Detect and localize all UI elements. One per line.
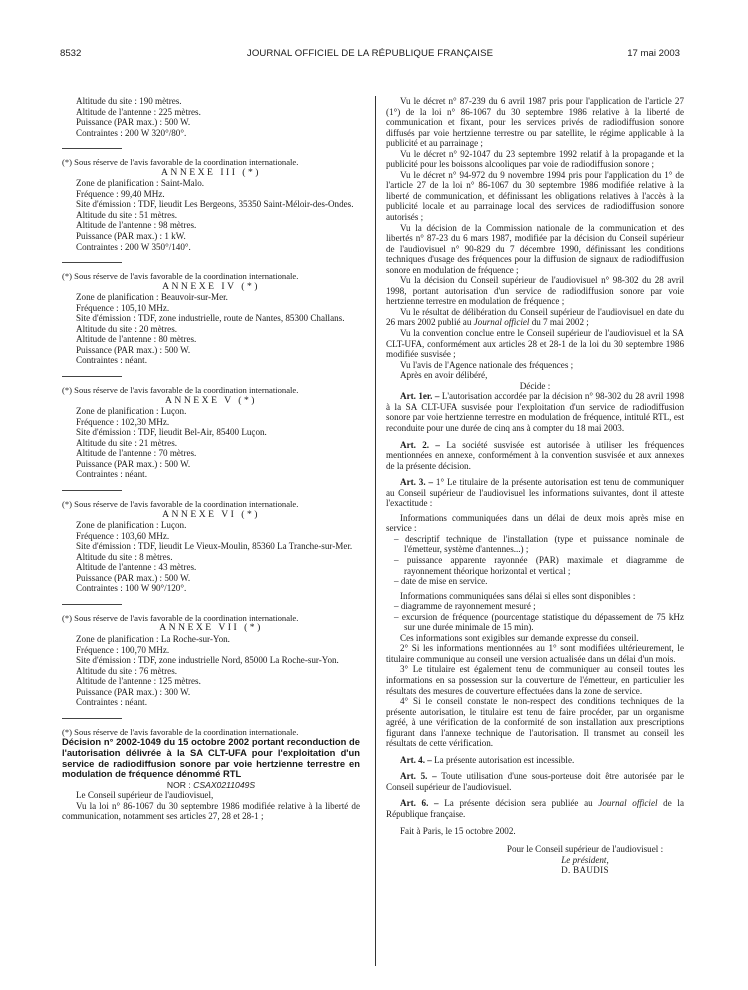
intro-paragraph: Le Conseil supérieur de l'audiovisuel, xyxy=(76,790,214,801)
issue-date: 17 mai 2003 xyxy=(627,48,680,59)
consideration-text: Vu le résultat de délibération du Conseil supérieur de l'audiovisuel en date du 26 mars 2002 publié au xyxy=(386,306,684,328)
list-item: – diagramme de rayonnement mesuré ; xyxy=(386,601,684,612)
nor-label: NOR : xyxy=(166,779,191,790)
separator xyxy=(62,148,122,149)
article-6 xyxy=(386,798,684,819)
annex-line: Fréquence : 100,70 MHz. xyxy=(76,644,170,655)
journal-reference: Journal officiel xyxy=(473,317,530,328)
annex-line: Site d'émission : TDF, zone industrielle, route de Nantes, 85300 Challans. xyxy=(76,313,345,324)
annex-line: Zone de planification : Luçon. xyxy=(76,520,187,531)
left-column xyxy=(62,96,360,822)
list-item: – excursion de fréquence (pourcentage statistique du dépassement de 75 kHz sur une durée minimale de 15 min). xyxy=(386,612,684,633)
separator xyxy=(62,490,122,491)
consideration-paragraph: Après en avoir délibéré, xyxy=(400,370,488,381)
article-text: 1° Le titulaire de la présente autorisation est tenu de communiquer au Conseil supérieur de l'audiovisuel les informations suivantes, dont il atteste l'exactitude : xyxy=(386,477,684,509)
annex-line: Altitude de l'antenne : 98 mètres. xyxy=(76,220,197,231)
list-item: – date de mise en service. xyxy=(386,576,684,587)
article-4 xyxy=(386,755,684,766)
signature-name: D. BAUDIS xyxy=(561,865,609,876)
annex-line: Contraintes : néant. xyxy=(76,355,147,366)
article-label: Art. 2. – xyxy=(400,439,440,450)
decide-heading: Décide : xyxy=(519,380,551,391)
annex-line: Altitude du site : 8 mètres. xyxy=(76,551,173,562)
consideration-paragraph: Vu la décision de la Commission nationale de la communication et des libertés n° 87-23 du 6 mars 1987, modifiée par la décision du Conseil supérieur de l'audiovisuel n° 90-829 du 7 décembre 1990, définissant les conditions techniques d'usage des fréquences pour la diffusion de signaux de radiodiffusion sonore en modulation de fréquence ; xyxy=(386,222,684,275)
article-text: La société susvisée est autorisée à utiliser les fréquences mentionnées en annexe, conformément à la convention susvisée et aux annexes de la présente décision. xyxy=(386,439,684,471)
annex-line: Zone de planification : Saint-Malo. xyxy=(76,178,205,189)
annex-line: Puissance (PAR max.) : 500 W. xyxy=(76,572,191,583)
consideration-paragraph: Vu le décret n° 87-239 du 6 avril 1987 pris pour l'application de l'article 27 (1°) de la loi n° 86-1067 du 30 septembre 1986 relative à la liberté de communication et fixant, pour les services privés de radiodiffusion sonore diffusés par voie hertzienne terrestre ou par satellite, le régime applicable à la publicité et au parrainage ; xyxy=(386,96,684,149)
annex-line: Fréquence : 99,40 MHz. xyxy=(76,188,165,199)
article-label: Art. 4. – xyxy=(400,754,432,765)
article-label: Art. 1er. – xyxy=(400,391,440,402)
annex-line: Puissance (PAR max.) : 500 W. xyxy=(76,458,191,469)
nor-reference xyxy=(62,780,360,791)
annex-line: Site d'émission : TDF, lieudit Le Vieux-Moulin, 85360 La Tranche-sur-Mer. xyxy=(76,541,353,552)
article-text: La présente décision sera publiée au xyxy=(444,798,599,809)
signature-block xyxy=(486,844,684,876)
annex-line: Contraintes : 100 W 90°/120°. xyxy=(76,583,187,594)
footnote: (*) Sous réserve de l'avis favorable de la coordination internationale. xyxy=(62,385,299,396)
annex-line: Site d'émission : TDF, lieudit Les Bergeons, 35350 Saint-Méloir-des-Ondes. xyxy=(76,199,354,210)
annex-line: Fréquence : 102,30 MHz. xyxy=(76,416,170,427)
article-3-paragraph: Ces informations sont exigibles sur demande expresse du conseil. xyxy=(400,632,639,643)
consideration-text: du 7 mai 2002 ; xyxy=(529,317,589,328)
consideration-paragraph: Vu le décret n° 92-1047 du 23 septembre 1992 relatif à la propagande et la publicité pour les boissons alcooliques par voie de radiodiffusion sonore ; xyxy=(386,148,684,170)
separator xyxy=(62,376,122,377)
article-text: L'autorisation accordée par la décision n° 98-302 du 28 avril 1998 à la SA CLT-UFA susvisée pour l'exploitation d'un service de radiodiffusion sonore par voie hertzienne terrestre en modulation de fréquence, intitulé RTL, est reconduite pour une durée de cinq ans à compter du 18 mai 2003. xyxy=(386,391,684,433)
article-label: Art. 3. – xyxy=(400,477,434,488)
footnote: (*) Sous réserve de l'avis favorable de la coordination internationale. xyxy=(62,271,299,282)
annex-line: Altitude de l'antenne : 125 mètres. xyxy=(76,676,201,687)
journal-reference: Journal officiel xyxy=(598,798,658,809)
annex-title: ANNEXE VII (*) xyxy=(159,622,263,634)
info-nodelay-list xyxy=(386,601,684,633)
journal-title: JOURNAL OFFICIEL DE LA RÉPUBLIQUE FRANÇAISE xyxy=(246,48,494,59)
annex-line: Altitude de l'antenne : 43 mètres. xyxy=(76,562,197,573)
annex-title: ANNEXE III (*) xyxy=(160,166,261,178)
article-3 xyxy=(386,477,684,509)
article-3-paragraph: 4° Si le conseil constate le non-respect des conditions techniques de la présente autorisation, le titulaire est tenu de faire procéder, par un organisme agréé, à une vérification de la conformité de son installation aux prescriptions figurant dans l'annexe technique de l'autorisation. Il transmet au conseil les résultats de cette vérification. xyxy=(386,696,684,749)
annex-line: Fréquence : 105,10 MHz. xyxy=(76,302,170,313)
annex-line: Puissance (PAR max.) : 1 kW. xyxy=(76,231,186,242)
page-number: 8532 xyxy=(60,48,82,59)
info-delay-list xyxy=(386,534,684,587)
separator xyxy=(62,718,122,719)
annex-line: Site d'émission : TDF, zone industrielle Nord, 85000 La Roche-sur-Yon. xyxy=(76,655,339,666)
annex-line: Site d'émission : TDF, lieudit Bel-Air, 85400 Luçon. xyxy=(76,427,267,438)
signature-role: Le président, xyxy=(561,854,609,865)
annex-line: Fréquence : 103,60 MHz. xyxy=(76,530,170,541)
annex-line: Contraintes : 200 W 320°/80°. xyxy=(76,127,187,138)
article-text: de la République française. xyxy=(386,798,684,819)
annex-line: Altitude du site : 21 mètres. xyxy=(76,437,178,448)
annex-line: Altitude du site : 20 mètres. xyxy=(76,323,178,334)
annex-ii-tail xyxy=(62,96,360,138)
consideration-paragraph: Vu la décision du Conseil supérieur de l'audiovisuel n° 98-302 du 28 avril 1998, portant autorisation d'un service de radiodiffusion sonore par voie hertzienne terrestre en modulation de fréquence ; xyxy=(386,275,684,307)
info-delay-heading: Informations communiquées dans un délai de deux mois après mise en service : xyxy=(386,512,684,534)
nor-code: CSAX0211049S xyxy=(193,779,256,790)
footnote: (*) Sous réserve de l'avis favorable de la coordination internationale. xyxy=(62,726,299,737)
annex-line: Zone de planification : Luçon. xyxy=(76,406,187,417)
annex-title: ANNEXE V (*) xyxy=(165,394,257,406)
article-label: Art. 5. – xyxy=(400,771,437,782)
annex-line: Altitude de l'antenne : 225 mètres. xyxy=(76,106,201,117)
annex-line: Altitude du site : 76 mètres. xyxy=(76,665,178,676)
done-at: Fait à Paris, le 15 octobre 2002. xyxy=(400,825,516,836)
decision-title: Décision n° 2002-1049 du 15 octobre 2002 portant reconduction de l'autorisation délivrée à la SA CLT-UFA pour l'exploitation d'un service de radiodiffusion sonore par voie hertzienne terrestre en modulation de fréquence dénommé RTL xyxy=(62,736,360,780)
article-1 xyxy=(386,391,684,433)
article-text: Toute utilisation d'une sous-porteuse doit être autorisée par le Conseil supérieur de l'audiovisuel. xyxy=(386,771,685,792)
article-label: Art. 6. – xyxy=(400,798,439,809)
consideration-paragraph xyxy=(386,307,684,328)
consideration-paragraph: Vu la convention conclue entre le Conseil supérieur de l'audiovisuel et la SA CLT-UFA, conformément aux articles 28 et 28-1 de la loi du 30 septembre 1986 modifiée susvisée ; xyxy=(386,328,684,360)
consideration-paragraph: Vu le décret n° 94-972 du 9 novembre 1994 pris pour l'application du 1° de l'article 27 de la loi n° 86-1067 du 30 septembre 1986 modifiée relative à la liberté de communication, et définissant les obligations relatives à l'accès à la publicité locale et au parrainage local des services de radiodiffusion sonore autorisés ; xyxy=(386,169,684,223)
annex-line: Altitude du site : 190 mètres. xyxy=(76,96,182,106)
annex-line: Puissance (PAR max.) : 500 W. xyxy=(76,344,191,355)
consideration-paragraph: Vu l'avis de l'Agence nationale des fréquences ; xyxy=(400,359,574,370)
article-5 xyxy=(386,771,684,792)
article-text: La présente autorisation est incessible. xyxy=(434,754,575,765)
annex-title: ANNEXE VI (*) xyxy=(162,508,260,520)
intro-paragraph: Vu la loi n° 86-1067 du 30 septembre 1986 modifiée relative à la liberté de communication, notamment ses articles 27, 28 et 28-1 ; xyxy=(62,800,360,822)
annex-line: Puissance (PAR max.) : 500 W. xyxy=(76,117,191,128)
footnote: (*) Sous réserve de l'avis favorable de la coordination internationale. xyxy=(62,612,299,623)
annex-line: Altitude de l'antenne : 80 mètres. xyxy=(76,334,197,345)
page-header xyxy=(60,49,680,63)
footnote: (*) Sous réserve de l'avis favorable de la coordination internationale. xyxy=(62,498,299,509)
signature-for: Pour le Conseil supérieur de l'audiovisuel : xyxy=(506,844,664,855)
column-divider xyxy=(375,96,376,966)
annex-line: Contraintes : néant. xyxy=(76,469,147,480)
annex-line: Altitude de l'antenne : 70 mètres. xyxy=(76,448,197,459)
annex-line: Puissance (PAR max.) : 300 W. xyxy=(76,686,191,697)
separator xyxy=(62,262,122,263)
article-2 xyxy=(386,440,684,472)
article-3-paragraph: 3° Le titulaire est également tenu de communiquer au conseil toutes les informations en sa possession sur la couverture de l'émetteur, en particulier les résultats des mesures de couverture effectuées dans la zone de service. xyxy=(386,664,684,696)
annex-line: Contraintes : 200 W 350°/140°. xyxy=(76,241,191,252)
list-item: – puissance apparente rayonnée (PAR) maximale et diagramme de rayonnement théorique horizontal et vertical ; xyxy=(386,555,684,576)
annex-line: Contraintes : néant. xyxy=(76,697,147,708)
info-nodelay-heading: Informations communiquées sans délai si elles sont disponibles : xyxy=(400,590,636,601)
footnote: (*) Sous réserve de l'avis favorable de la coordination internationale. xyxy=(62,157,299,168)
annex-line: Zone de planification : La Roche-sur-Yon. xyxy=(76,633,230,644)
separator xyxy=(62,604,122,605)
annex-title: ANNEXE IV (*) xyxy=(162,280,260,292)
list-item: – descriptif technique de l'installation (type et puissance nominale de l'émetteur, système d'antennes...) ; xyxy=(386,534,684,555)
annex-line: Altitude du site : 51 mètres. xyxy=(76,209,178,220)
article-3-paragraph: 2° Si les informations mentionnées au 1° sont modifiées ultérieurement, le titulaire communique au conseil une version actualisée dans un délai d'un mois. xyxy=(386,643,684,664)
annex-line: Zone de planification : Beauvoir-sur-Mer. xyxy=(76,292,228,303)
right-column xyxy=(386,96,684,876)
